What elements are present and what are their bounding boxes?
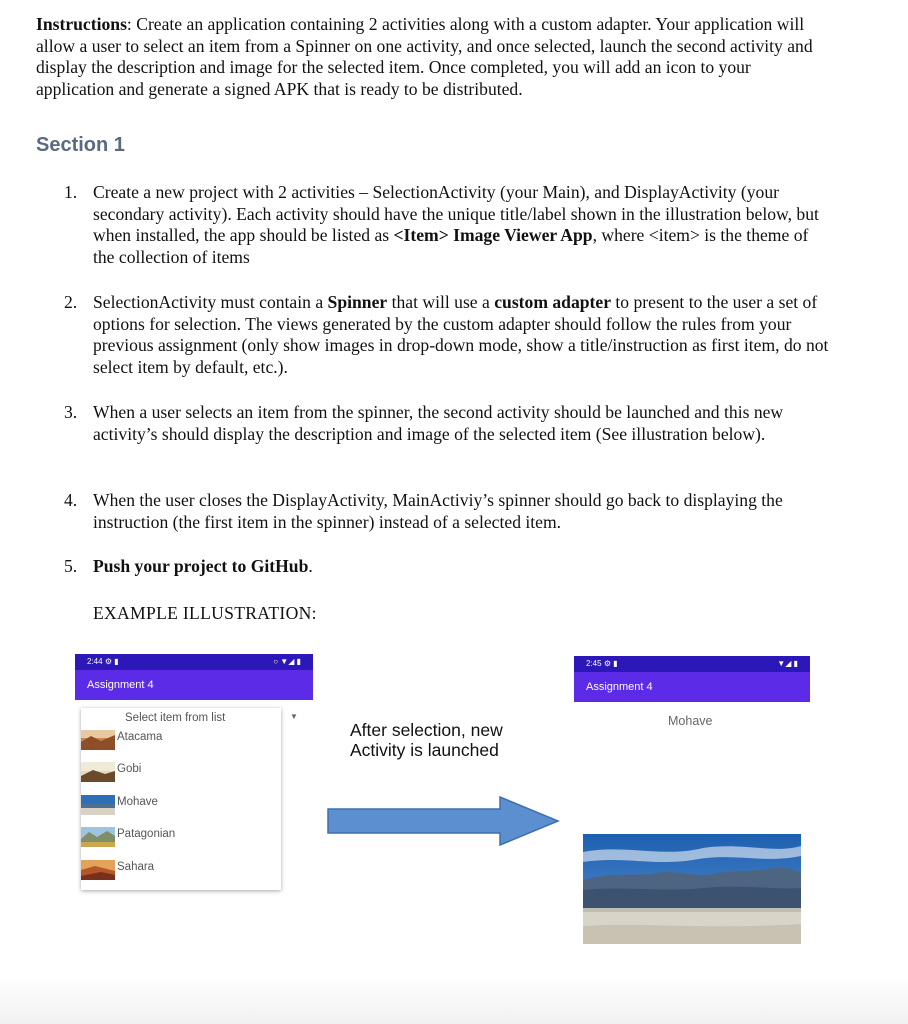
step-3: [64, 402, 834, 445]
instructions-paragraph: [36, 14, 826, 100]
section-title: Section 1: [36, 134, 125, 156]
step-text-bold: <Item> Image Viewer App: [393, 225, 593, 246]
step-1: [64, 182, 834, 268]
right-arrow-icon: [326, 795, 562, 847]
item-title: Mohave: [668, 714, 713, 728]
spinner-item-mohave[interactable]: [81, 793, 281, 817]
patagonian-thumbnail: [81, 827, 115, 847]
step-number: 5.: [64, 556, 78, 576]
spinner-item-label: Patagonian: [117, 828, 176, 840]
status-icons: ⚙ ▮: [104, 657, 119, 666]
step-text-part: SelectionActivity must contain a: [93, 292, 328, 312]
spinner-item-sahara[interactable]: [81, 858, 281, 882]
step-number: 2.: [64, 292, 78, 312]
page-bottom-edge: [0, 975, 908, 1024]
sahara-thumbnail: [81, 860, 115, 880]
step-text: When the user closes the DisplayActivity, MainActiviy’s spinner should go back to displaying the instruction (the first item in the spinner) instead of a selected item.: [93, 490, 783, 532]
instructions-label: Instructions: [36, 14, 127, 34]
spinner-item-label: Gobi: [117, 763, 142, 775]
spinner-item-label: Mohave: [117, 796, 158, 808]
spinner-dropdown[interactable]: [81, 708, 281, 890]
step-text: When a user selects an item from the spinner, the second activity should be launched and this new activity’s should display the description and image of the selected item (See illustration below).: [93, 402, 784, 444]
status-right-icons: ▼◢ ▮: [777, 659, 798, 668]
app-bar: [574, 672, 810, 702]
step-text-bold: Push your project to GitHub: [93, 556, 309, 576]
app-bar: [75, 670, 313, 700]
step-4: [64, 490, 834, 533]
app-title: Assignment 4: [586, 681, 653, 693]
spinner-item-label: Atacama: [117, 731, 163, 743]
step-text-part: , where <item> is the theme of the collection of items: [93, 225, 809, 267]
step-text-part: .: [308, 556, 313, 576]
spinner-item-patagonian[interactable]: [81, 825, 281, 849]
step-5: [64, 556, 834, 578]
step-text: [93, 292, 834, 378]
selection-activity-screenshot: [75, 654, 313, 900]
spinner-prompt: Select item from list: [125, 712, 226, 724]
mohave-thumbnail: [81, 795, 115, 815]
mohave-desert-image: [583, 834, 801, 944]
step-number: 4.: [64, 490, 78, 510]
status-bar: [574, 656, 810, 672]
transition-caption: After selection, new Activity is launched: [350, 720, 503, 760]
status-icons: ⚙ ▮: [603, 659, 618, 668]
app-title: Assignment 4: [87, 679, 154, 691]
step-text-part: to present to the user a set of options for selection. The views generated by the custom adapter should follow the rules from your previous assignment (only show images in drop-down mode, show a title/instruction as first item, do not select item by default, etc.).: [93, 292, 829, 377]
status-time: 2:44: [87, 657, 103, 666]
spinner-item-atacama[interactable]: [81, 728, 281, 752]
spinner-caret-icon[interactable]: ▼: [290, 712, 298, 721]
spinner-item-gobi[interactable]: [81, 760, 281, 784]
instructions-text: : Create an application containing 2 activities along with a custom adapter. Your application will allow a user to select an item from a Spinner on one activity, and once selected, launch the second activity and display the description and image for the selected item. Once completed, you will add an icon to your application and generate a signed APK that is ready to be distributed.: [36, 14, 813, 99]
spinner-item-label: Sahara: [117, 861, 155, 873]
status-time: 2:45: [586, 659, 602, 668]
step-text: [93, 182, 834, 268]
step-text-part: Create a new project with 2 activities – SelectionActivity (your Main), and DisplayActivity (your secondary activity). Each activity should have the unique title/label shown in the illustration below, but when installed, the app should be listed as: [93, 182, 819, 246]
atacama-thumbnail: [81, 730, 115, 750]
example-illustration-label: EXAMPLE ILLUSTRATION:: [93, 603, 317, 623]
gobi-thumbnail: [81, 762, 115, 782]
status-bar: [75, 654, 313, 670]
status-right-icons: ○ ▼◢ ▮: [273, 657, 301, 666]
step-number: 3.: [64, 402, 78, 422]
step-text-part: that will use a: [387, 292, 495, 312]
step-text-bold: Spinner: [327, 292, 388, 312]
step-text-bold: custom adapter: [494, 292, 612, 312]
display-activity-screenshot: [574, 656, 810, 946]
step-text: [93, 556, 834, 578]
step-2: [64, 292, 834, 378]
step-number: 1.: [64, 182, 78, 202]
